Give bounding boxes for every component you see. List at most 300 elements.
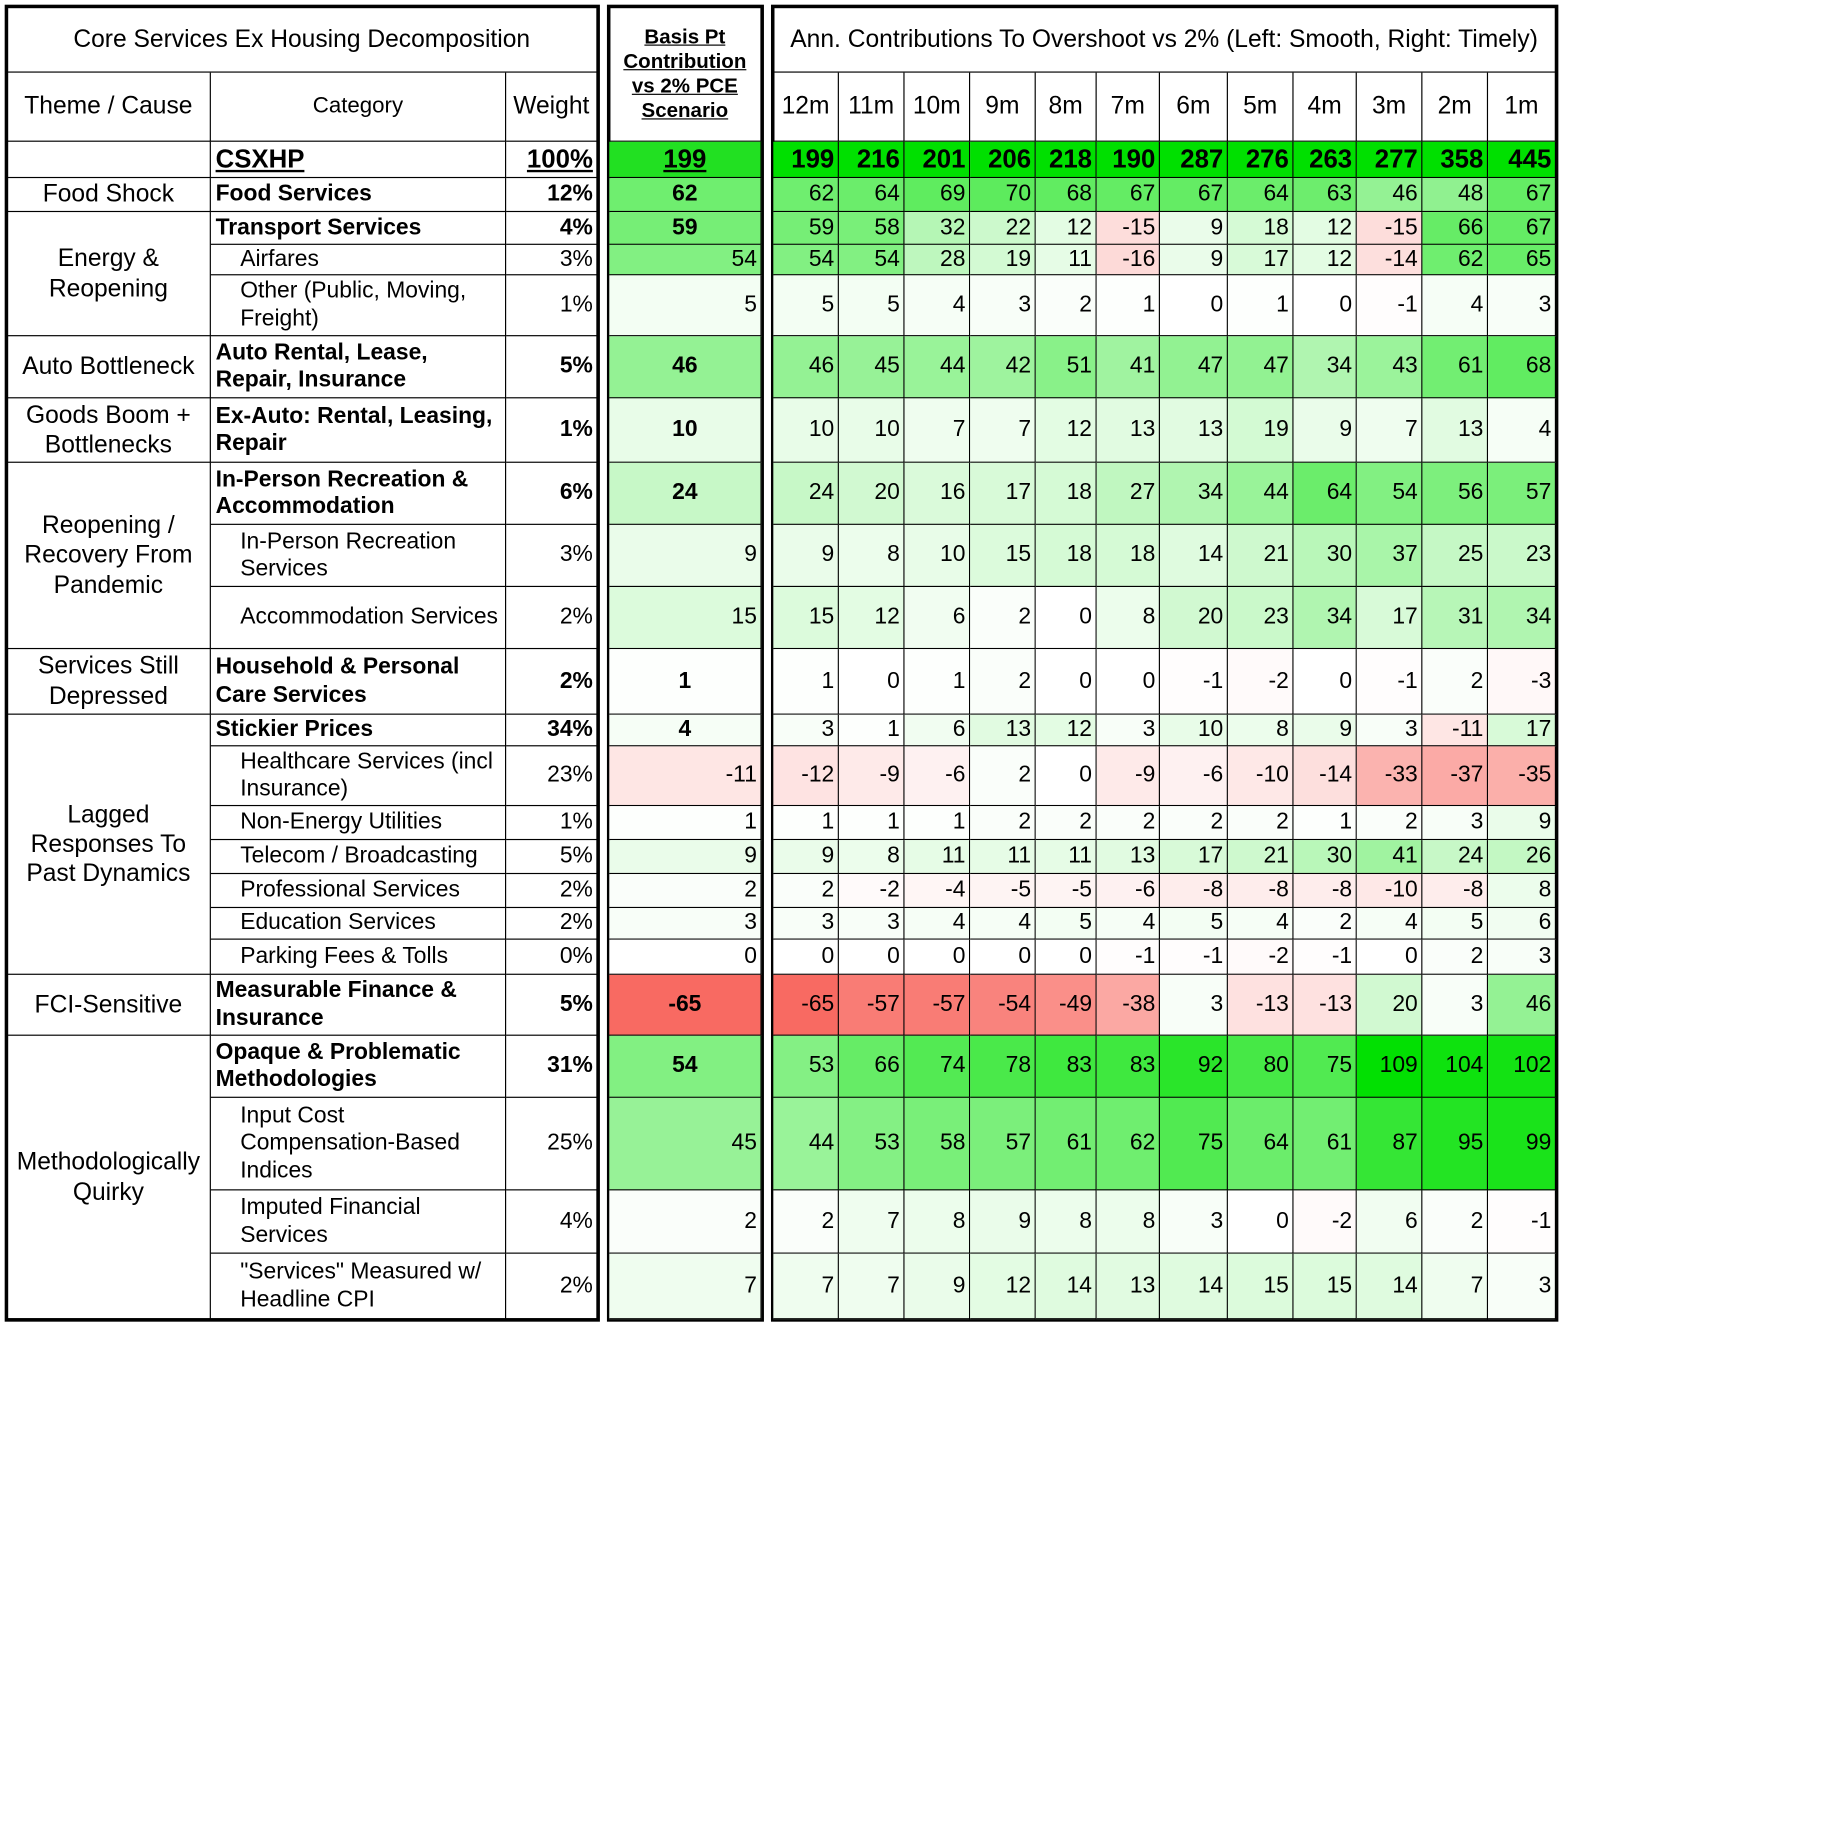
category-cell: Parking Fees & Tolls (211, 940, 506, 975)
value-cell: 2 (1097, 806, 1160, 840)
value-cell: 4 (1097, 908, 1160, 940)
value-cell: 9 (1294, 398, 1357, 462)
value-cell: -12 (773, 746, 839, 806)
value-cell: 4 (1228, 908, 1294, 940)
value-cell: 5 (1036, 908, 1097, 940)
weight-cell: 3% (506, 245, 597, 275)
value-cell: 19 (1228, 398, 1294, 462)
value-cell: 1 (1097, 275, 1160, 336)
weight-cell: 4% (506, 212, 597, 245)
weight-cell: 25% (506, 1098, 597, 1191)
value-cell: 44 (773, 1098, 839, 1191)
value-cell: 58 (839, 212, 905, 245)
category-cell: Accommodation Services (211, 587, 506, 649)
value-cell: 80 (1228, 1036, 1294, 1098)
value-cell: 41 (1097, 336, 1160, 398)
value-cell: 54 (1357, 463, 1423, 525)
value-cell: 0 (970, 940, 1036, 975)
value-cell: 83 (1036, 1036, 1097, 1098)
value-cell: -65 (773, 975, 839, 1036)
weight-column-header: Weight (506, 73, 597, 142)
value-cell: 5 (1422, 908, 1488, 940)
weight-cell: 6% (506, 463, 597, 525)
value-cell: 24 (773, 463, 839, 525)
theme-cell (7, 142, 211, 178)
value-cell: -13 (1228, 975, 1294, 1036)
value-cell: 2 (1422, 1190, 1488, 1253)
value-cell: 12 (1036, 398, 1097, 462)
value-cell: 2 (773, 1190, 839, 1253)
theme-cell: Auto Bottleneck (7, 336, 211, 398)
value-cell: 47 (1160, 336, 1228, 398)
value-cell: 0 (1036, 940, 1097, 975)
category-cell: Stickier Prices (211, 715, 506, 747)
value-cell: 46 (1488, 975, 1556, 1036)
value-cell: 54 (839, 245, 905, 275)
value-cell: 58 (905, 1098, 971, 1191)
value-cell: -9 (1097, 746, 1160, 806)
value-cell: -1 (1097, 940, 1160, 975)
value-cell: 8 (1097, 587, 1160, 649)
value-cell: 27 (1097, 463, 1160, 525)
value-cell: 61 (1422, 336, 1488, 398)
value-cell: 1 (839, 715, 905, 747)
value-cell: 7 (1357, 398, 1423, 462)
value-cell: -49 (1036, 975, 1097, 1036)
value-cell: 18 (1097, 525, 1160, 587)
value-cell: 62 (1422, 245, 1488, 275)
category-cell: Healthcare Services (incl Insurance) (211, 746, 506, 806)
value-cell: 13 (1422, 398, 1488, 462)
value-cell: 11 (970, 840, 1036, 874)
value-cell: 75 (1294, 1036, 1357, 1098)
value-cell: 8 (839, 525, 905, 587)
value-cell: 7 (773, 1254, 839, 1320)
value-cell: 1 (1228, 275, 1294, 336)
value-cell: -9 (839, 746, 905, 806)
category-cell: Measurable Finance & Insurance (211, 975, 506, 1036)
value-cell: 216 (839, 142, 905, 178)
value-cell: 68 (1036, 178, 1097, 212)
value-cell: 63 (1294, 178, 1357, 212)
value-cell: 68 (1488, 336, 1556, 398)
value-cell: 22 (970, 212, 1036, 245)
value-cell: 46 (773, 336, 839, 398)
value-cell: -11 (1422, 715, 1488, 747)
value-cell: 70 (970, 178, 1036, 212)
value-cell: 0 (905, 940, 971, 975)
value-cell: 62 (773, 178, 839, 212)
value-cell: 23 (1488, 525, 1556, 587)
value-cell: 67 (1488, 178, 1556, 212)
value-cell: 34 (1294, 336, 1357, 398)
value-cell: 15 (1294, 1254, 1357, 1320)
value-cell: 17 (1488, 715, 1556, 747)
value-cell: -38 (1097, 975, 1160, 1036)
period-header-2m: 2m (1422, 73, 1488, 142)
value-cell: 51 (1036, 336, 1097, 398)
value-cell: 445 (1488, 142, 1556, 178)
value-cell: 3 (1422, 806, 1488, 840)
weight-cell: 2% (506, 587, 597, 649)
value-cell: -1 (1294, 940, 1357, 975)
value-cell: 3 (1357, 715, 1423, 747)
weight-cell: 31% (506, 1036, 597, 1098)
weight-cell: 1% (506, 275, 597, 336)
value-cell: 14 (1160, 1254, 1228, 1320)
value-cell: 7 (839, 1254, 905, 1320)
period-header-8m: 8m (1036, 73, 1097, 142)
value-cell: 0 (839, 649, 905, 715)
category-cell: Airfares (211, 245, 506, 275)
value-cell: 2 (1160, 806, 1228, 840)
value-cell: 3 (773, 908, 839, 940)
value-cell: 78 (970, 1036, 1036, 1098)
value-cell: 20 (1160, 587, 1228, 649)
value-cell: 17 (1160, 840, 1228, 874)
value-cell: 2 (1036, 806, 1097, 840)
value-cell: 18 (1036, 463, 1097, 525)
contribution-cell: 45 (609, 1098, 761, 1191)
value-cell: 47 (1228, 336, 1294, 398)
value-cell: 3 (1422, 975, 1488, 1036)
category-cell: CSXHP (211, 142, 506, 178)
value-cell: -6 (1160, 746, 1228, 806)
theme-cell: Food Shock (7, 178, 211, 212)
value-cell: -5 (970, 874, 1036, 908)
value-cell: 17 (1228, 245, 1294, 275)
value-cell: 102 (1488, 1036, 1556, 1098)
weight-cell: 23% (506, 746, 597, 806)
period-header-10m: 10m (905, 73, 971, 142)
value-cell: -6 (1097, 874, 1160, 908)
value-cell: 4 (1357, 908, 1423, 940)
value-cell: 64 (1228, 178, 1294, 212)
contribution-cell: 9 (609, 840, 761, 874)
value-cell: 9 (1160, 212, 1228, 245)
value-cell: 37 (1357, 525, 1423, 587)
value-cell: -10 (1357, 874, 1423, 908)
value-cell: 12 (839, 587, 905, 649)
value-cell: -8 (1228, 874, 1294, 908)
value-cell: -1 (1357, 649, 1423, 715)
period-header-11m: 11m (839, 73, 905, 142)
value-cell: -14 (1357, 245, 1423, 275)
value-cell: 24 (1422, 840, 1488, 874)
value-cell: -57 (839, 975, 905, 1036)
theme-cell: Methodologically Quirky (7, 1036, 211, 1320)
contribution-cell: 2 (609, 1190, 761, 1253)
value-cell: 2 (970, 587, 1036, 649)
value-cell: -13 (1294, 975, 1357, 1036)
value-cell: 7 (905, 398, 971, 462)
value-cell: 276 (1228, 142, 1294, 178)
value-cell: 5 (1160, 908, 1228, 940)
theme-cell: Reopening / Recovery From Pandemic (7, 463, 211, 649)
category-cell: Education Services (211, 908, 506, 940)
contribution-cell: -11 (609, 746, 761, 806)
value-cell: 11 (1036, 840, 1097, 874)
value-cell: -2 (839, 874, 905, 908)
weight-cell: 34% (506, 715, 597, 747)
value-cell: 1 (905, 649, 971, 715)
value-cell: 87 (1357, 1098, 1423, 1191)
value-cell: 61 (1036, 1098, 1097, 1191)
value-cell: 199 (773, 142, 839, 178)
category-cell: In-Person Recreation Services (211, 525, 506, 587)
value-cell: -8 (1294, 874, 1357, 908)
value-cell: 21 (1228, 840, 1294, 874)
value-cell: 2 (1422, 940, 1488, 975)
value-cell: 15 (773, 587, 839, 649)
contribution-cell: 2 (609, 874, 761, 908)
value-cell: 62 (1097, 1098, 1160, 1191)
contribution-cell: 1 (609, 806, 761, 840)
value-cell: 59 (773, 212, 839, 245)
value-cell: 67 (1488, 212, 1556, 245)
value-cell: 44 (1228, 463, 1294, 525)
value-cell: 12 (1036, 212, 1097, 245)
value-cell: 64 (1228, 1098, 1294, 1191)
value-cell: 3 (1097, 715, 1160, 747)
value-cell: 13 (1097, 1254, 1160, 1320)
value-cell: 4 (970, 908, 1036, 940)
value-cell: 34 (1488, 587, 1556, 649)
value-cell: 2 (1294, 908, 1357, 940)
periods-title: Ann. Contributions To Overshoot vs 2% (Left: Smooth, Right: Timely) (773, 7, 1556, 73)
value-cell: 12 (1036, 715, 1097, 747)
value-cell: 263 (1294, 142, 1357, 178)
value-cell: 48 (1422, 178, 1488, 212)
weight-cell: 1% (506, 398, 597, 462)
value-cell: 30 (1294, 840, 1357, 874)
value-cell: 64 (1294, 463, 1357, 525)
value-cell: -6 (905, 746, 971, 806)
value-cell: 19 (970, 245, 1036, 275)
weight-cell: 5% (506, 840, 597, 874)
value-cell: 8 (1228, 715, 1294, 747)
value-cell: -8 (1160, 874, 1228, 908)
theme-column-header: Theme / Cause (7, 73, 211, 142)
weight-cell: 2% (506, 874, 597, 908)
value-cell: 10 (773, 398, 839, 462)
weight-cell: 2% (506, 649, 597, 715)
contribution-column-header: Basis Pt Contribution vs 2% PCE Scenario (609, 7, 761, 142)
contribution-cell: 46 (609, 336, 761, 398)
value-cell: 4 (1422, 275, 1488, 336)
theme-cell: Lagged Responses To Past Dynamics (7, 715, 211, 975)
value-cell: 9 (970, 1190, 1036, 1253)
value-cell: -2 (1228, 649, 1294, 715)
value-cell: 57 (1488, 463, 1556, 525)
value-cell: 26 (1488, 840, 1556, 874)
contribution-cell: 3 (609, 908, 761, 940)
contribution-cell: 9 (609, 525, 761, 587)
value-cell: 3 (1160, 1190, 1228, 1253)
value-cell: 20 (1357, 975, 1423, 1036)
value-cell: 34 (1294, 587, 1357, 649)
category-cell: Non-Energy Utilities (211, 806, 506, 840)
value-cell: 99 (1488, 1098, 1556, 1191)
value-cell: -1 (1160, 649, 1228, 715)
value-cell: 0 (839, 940, 905, 975)
weight-cell: 3% (506, 525, 597, 587)
category-cell: Food Services (211, 178, 506, 212)
contribution-cell: 15 (609, 587, 761, 649)
period-header-7m: 7m (1097, 73, 1160, 142)
value-cell: 9 (905, 1254, 971, 1320)
contribution-cell: 1 (609, 649, 761, 715)
value-cell: 5 (839, 275, 905, 336)
value-cell: 17 (970, 463, 1036, 525)
contribution-cell: 59 (609, 212, 761, 245)
value-cell: 15 (1228, 1254, 1294, 1320)
theme-cell: Energy & Reopening (7, 212, 211, 336)
value-cell: 2 (773, 874, 839, 908)
value-cell: 53 (839, 1098, 905, 1191)
value-cell: 206 (970, 142, 1036, 178)
value-cell: 201 (905, 142, 971, 178)
value-cell: 21 (1228, 525, 1294, 587)
value-cell: 6 (1357, 1190, 1423, 1253)
value-cell: 1 (773, 806, 839, 840)
value-cell: 6 (905, 587, 971, 649)
value-cell: 3 (839, 908, 905, 940)
period-header-9m: 9m (970, 73, 1036, 142)
value-cell: 11 (905, 840, 971, 874)
value-cell: 8 (1097, 1190, 1160, 1253)
contribution-cell: 54 (609, 245, 761, 275)
value-cell: 8 (905, 1190, 971, 1253)
value-cell: 0 (773, 940, 839, 975)
weight-cell: 1% (506, 806, 597, 840)
category-cell: Household & Personal Care Services (211, 649, 506, 715)
table-title: Core Services Ex Housing Decomposition (7, 7, 598, 73)
contribution-cell: 7 (609, 1254, 761, 1320)
value-cell: 57 (970, 1098, 1036, 1191)
value-cell: 13 (1097, 840, 1160, 874)
value-cell: -15 (1097, 212, 1160, 245)
value-cell: 358 (1422, 142, 1488, 178)
value-cell: -15 (1357, 212, 1423, 245)
period-header-6m: 6m (1160, 73, 1228, 142)
value-cell: 109 (1357, 1036, 1423, 1098)
value-cell: 6 (1488, 908, 1556, 940)
value-cell: -54 (970, 975, 1036, 1036)
value-cell: 9 (773, 840, 839, 874)
value-cell: 17 (1357, 587, 1423, 649)
value-cell: 30 (1294, 525, 1357, 587)
value-cell: 2 (1422, 649, 1488, 715)
value-cell: -8 (1422, 874, 1488, 908)
value-cell: 2 (970, 649, 1036, 715)
category-cell: Other (Public, Moving, Freight) (211, 275, 506, 336)
category-column-header: Category (211, 73, 506, 142)
value-cell: 23 (1228, 587, 1294, 649)
value-cell: -4 (905, 874, 971, 908)
value-cell: 2 (970, 746, 1036, 806)
value-cell: 75 (1160, 1098, 1228, 1191)
period-header-3m: 3m (1357, 73, 1423, 142)
value-cell: 4 (905, 908, 971, 940)
value-cell: 95 (1422, 1098, 1488, 1191)
weight-cell: 5% (506, 975, 597, 1036)
period-header-12m: 12m (773, 73, 839, 142)
value-cell: 61 (1294, 1098, 1357, 1191)
value-cell: -35 (1488, 746, 1556, 806)
value-cell: 67 (1160, 178, 1228, 212)
period-header-5m: 5m (1228, 73, 1294, 142)
value-cell: 74 (905, 1036, 971, 1098)
value-cell: 66 (839, 1036, 905, 1098)
period-header-4m: 4m (1294, 73, 1357, 142)
value-cell: 1 (905, 806, 971, 840)
contribution-cell: 10 (609, 398, 761, 462)
value-cell: -1 (1160, 940, 1228, 975)
value-cell: 15 (970, 525, 1036, 587)
value-cell: 64 (839, 178, 905, 212)
value-cell: -5 (1036, 874, 1097, 908)
value-cell: 0 (1036, 587, 1097, 649)
category-cell: Ex-Auto: Rental, Leasing, Repair (211, 398, 506, 462)
value-cell: 3 (1488, 275, 1556, 336)
value-cell: 2 (970, 806, 1036, 840)
value-cell: 53 (773, 1036, 839, 1098)
value-cell: 66 (1422, 212, 1488, 245)
value-cell: 42 (970, 336, 1036, 398)
category-cell: Input Cost Compensation-Based Indices (211, 1098, 506, 1191)
value-cell: 218 (1036, 142, 1097, 178)
value-cell: 43 (1357, 336, 1423, 398)
value-cell: -3 (1488, 649, 1556, 715)
value-cell: -16 (1097, 245, 1160, 275)
contribution-cell: -65 (609, 975, 761, 1036)
value-cell: 3 (1488, 940, 1556, 975)
value-cell: 83 (1097, 1036, 1160, 1098)
value-cell: -1 (1357, 275, 1423, 336)
value-cell: 16 (905, 463, 971, 525)
weight-cell: 2% (506, 1254, 597, 1320)
value-cell: 9 (1160, 245, 1228, 275)
category-cell: In-Person Recreation & Accommodation (211, 463, 506, 525)
value-cell: 12 (970, 1254, 1036, 1320)
value-cell: 31 (1422, 587, 1488, 649)
value-cell: 7 (839, 1190, 905, 1253)
value-cell: 2 (1228, 806, 1294, 840)
value-cell: 12 (1294, 245, 1357, 275)
value-cell: 0 (1357, 940, 1423, 975)
value-cell: 2 (1036, 275, 1097, 336)
value-cell: 92 (1160, 1036, 1228, 1098)
weight-cell: 12% (506, 178, 597, 212)
value-cell: -37 (1422, 746, 1488, 806)
value-cell: 277 (1357, 142, 1423, 178)
value-cell: -57 (905, 975, 971, 1036)
value-cell: 54 (773, 245, 839, 275)
value-cell: 0 (1036, 649, 1097, 715)
value-cell: 9 (1294, 715, 1357, 747)
value-cell: -1 (1488, 1190, 1556, 1253)
value-cell: 25 (1422, 525, 1488, 587)
theme-cell: Services Still Depressed (7, 649, 211, 715)
value-cell: 190 (1097, 142, 1160, 178)
value-cell: 18 (1036, 525, 1097, 587)
category-cell: Professional Services (211, 874, 506, 908)
value-cell: 2 (1357, 806, 1423, 840)
category-cell: "Services" Measured w/ Headline CPI (211, 1254, 506, 1320)
category-cell: Auto Rental, Lease, Repair, Insurance (211, 336, 506, 398)
value-cell: 287 (1160, 142, 1228, 178)
